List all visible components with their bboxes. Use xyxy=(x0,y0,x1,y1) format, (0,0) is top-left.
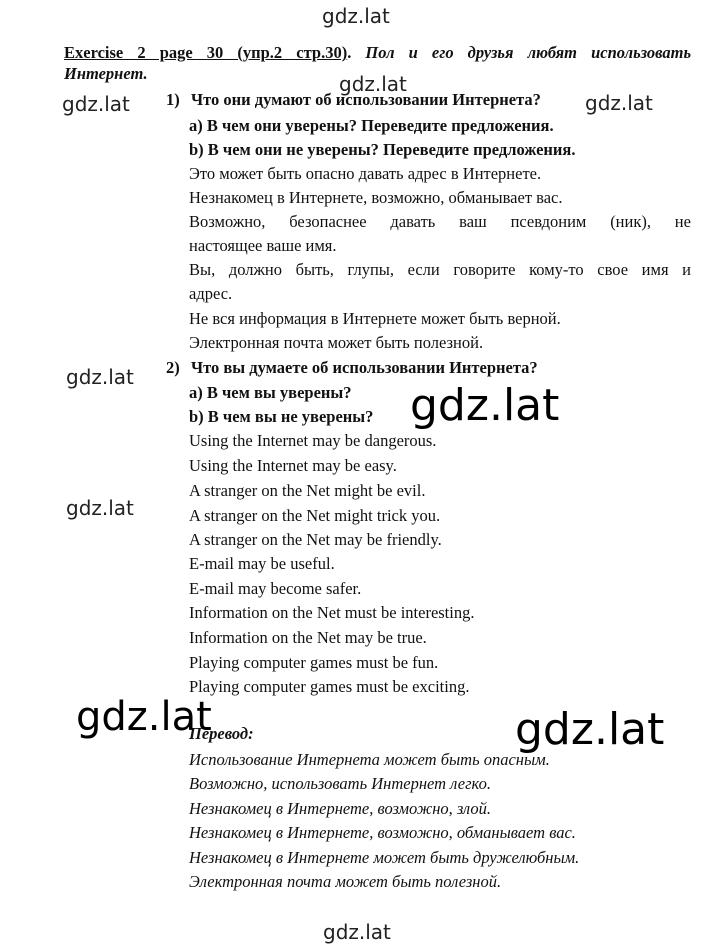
section2-task-a: a) В чем вы уверены? xyxy=(189,383,352,402)
watermark: gdz.lat xyxy=(66,496,134,520)
english-sentence: Using the Internet may be easy. xyxy=(189,456,397,475)
english-sentence: E-mail may become safer. xyxy=(189,579,362,598)
section2-number: 2) xyxy=(166,358,180,377)
word: если xyxy=(407,260,440,279)
exercise-description: Пол и его друзья любят использовать xyxy=(365,43,691,62)
section1-task-b: b) В чем они не уверены? Переведите предложения. xyxy=(189,140,576,159)
translation-line: Использование Интернета может быть опасным. xyxy=(189,750,550,769)
section1-sentence-justified xyxy=(189,212,691,232)
word: должно xyxy=(228,260,282,279)
word: и xyxy=(682,260,691,279)
section2-question: Что вы думаете об использовании Интернета? xyxy=(191,358,538,377)
word: глупы, xyxy=(347,260,395,279)
word: кому-то xyxy=(529,260,584,279)
word: быть, xyxy=(295,260,334,279)
watermark: gdz.lat xyxy=(62,92,130,116)
section1-question: Что они думают об использовании Интернета? xyxy=(191,90,541,109)
exercise-reference: Exercise 2 page 30 (упр.2 стр.30) xyxy=(64,43,348,62)
exercise-description-cont: Интернет. xyxy=(64,64,148,83)
word: не xyxy=(674,212,691,231)
english-sentence: Playing computer games must be exciting. xyxy=(189,677,470,696)
word: свое xyxy=(597,260,629,279)
section1-sentence-cont: адрес. xyxy=(189,284,233,303)
title-dot: . xyxy=(347,43,352,62)
section1-sentence: Незнакомец в Интернете, возможно, обманывает вас. xyxy=(189,188,563,207)
word: Вы, xyxy=(189,260,216,279)
translation-line: Возможно, использовать Интернет легко. xyxy=(189,774,491,793)
translation-line: Незнакомец в Интернете, возможно, обманывает вас. xyxy=(189,823,576,842)
section1-sentence: Не вся информация в Интернете может быть верной. xyxy=(189,309,561,328)
word: говорите xyxy=(453,260,516,279)
word: давать xyxy=(390,212,436,231)
watermark: gdz.lat xyxy=(322,4,390,28)
word: Возможно, xyxy=(189,212,266,231)
english-sentence: Playing computer games must be fun. xyxy=(189,653,439,672)
word: (ник), xyxy=(610,212,651,231)
word: псевдоним xyxy=(510,212,587,231)
section1-sentence: Это может быть опасно давать адрес в Интернете. xyxy=(189,164,542,183)
section1-sentence-justified xyxy=(189,260,691,280)
word: ваш xyxy=(459,212,487,231)
watermark-large: gdz.lat xyxy=(76,694,212,740)
translation-line: Незнакомец в Интернете, возможно, злой. xyxy=(189,799,491,818)
word: имя xyxy=(641,260,669,279)
watermark: gdz.lat xyxy=(339,72,407,96)
section1-sentence-cont: настоящее ваше имя. xyxy=(189,236,337,255)
english-sentence: E-mail may be useful. xyxy=(189,554,335,573)
translation-heading: Перевод: xyxy=(189,724,254,743)
english-sentence: A stranger on the Net might be evil. xyxy=(189,481,426,500)
watermark-large: gdz.lat xyxy=(515,704,665,755)
translation-line: Электронная почта может быть полезной. xyxy=(189,872,502,891)
translation-line: Незнакомец в Интернете может быть дружелюбным. xyxy=(189,848,580,867)
english-sentence: Information on the Net must be interesting. xyxy=(189,603,475,622)
english-sentence: A stranger on the Net may be friendly. xyxy=(189,530,442,549)
section1-sentence: Электронная почта может быть полезной. xyxy=(189,333,484,352)
word: безопаснее xyxy=(289,212,367,231)
section1-task-a: a) В чем они уверены? Переведите предложения. xyxy=(189,116,554,135)
section2-task-b: b) В чем вы не уверены? xyxy=(189,407,374,426)
english-sentence: Information on the Net may be true. xyxy=(189,628,427,647)
watermark: gdz.lat xyxy=(66,365,134,389)
english-sentence: A stranger on the Net might trick you. xyxy=(189,506,441,525)
section1-number: 1) xyxy=(166,90,180,109)
exercise-title xyxy=(64,41,691,65)
watermark-large: gdz.lat xyxy=(410,380,560,431)
watermark: gdz.lat xyxy=(585,91,653,115)
watermark: gdz.lat xyxy=(323,920,391,944)
english-sentence: Using the Internet may be dangerous. xyxy=(189,431,437,450)
